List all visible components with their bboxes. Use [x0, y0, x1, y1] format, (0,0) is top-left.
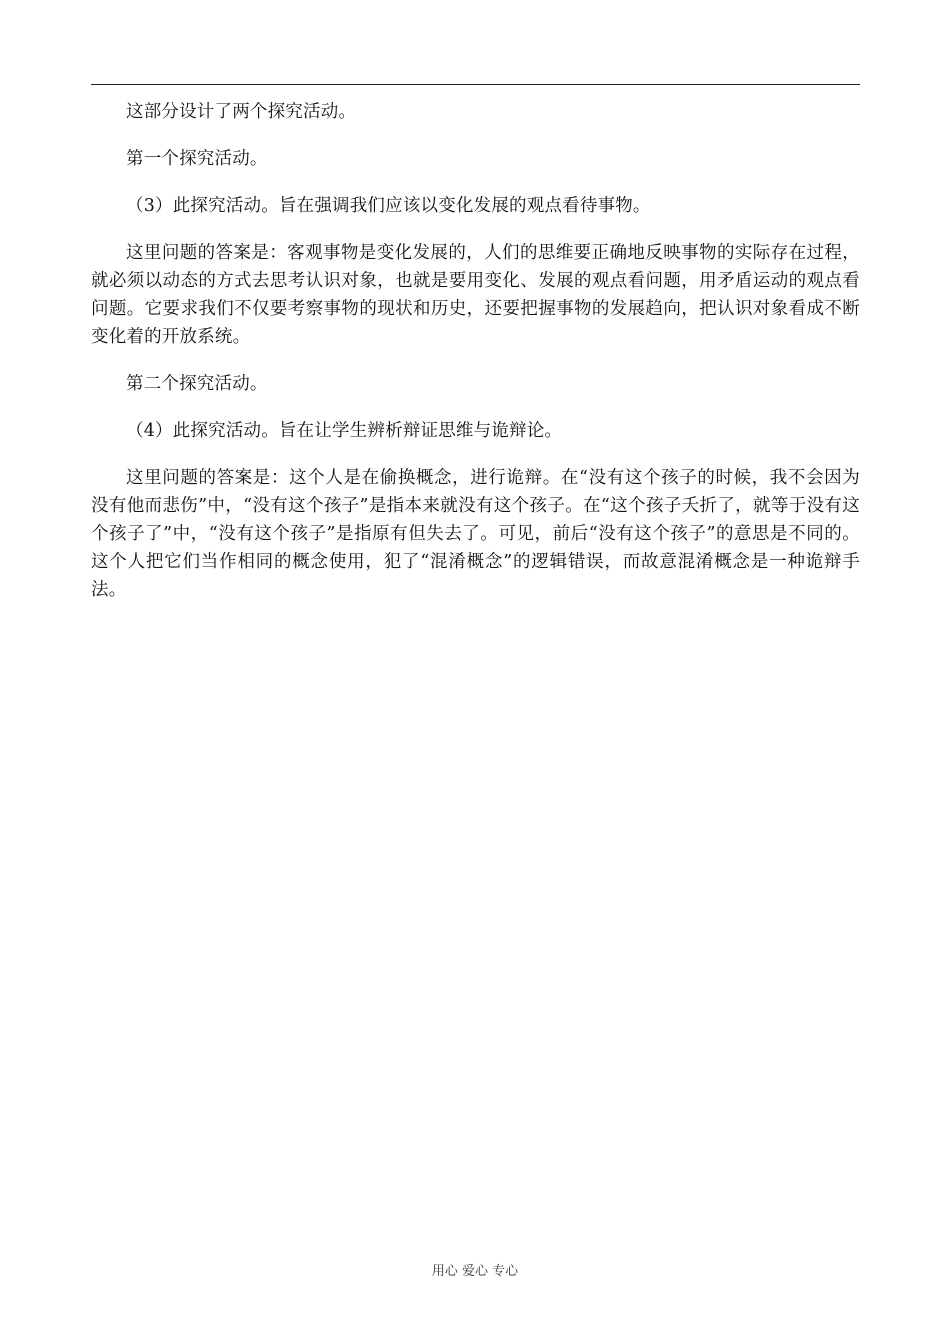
paragraph-activity-2-answer: 这里问题的答案是：这个人是在偷换概念，进行诡辩。在“没有这个孩子的时候，我不会因为没有他而悲伤”中，“没有这个孩子”是指本来就没有这个孩子。在“这个孩子夭折了，就等于没有这个孩子了”中，“没有这个孩子”是指原有但失去了。可见，前后“没有这个孩子”的意思是不同的。这个人把它们当作相同的概念使用，犯了“混淆概念”的逻辑错误，而故意混淆概念是一种诡辩手法。: [91, 468, 860, 600]
paragraph-activity-1-purpose: （3）此探究活动。旨在强调我们应该以变化发展的观点看待事物。: [126, 196, 651, 216]
paragraph-activity-2-purpose: （4）此探究活动。旨在让学生辨析辩证思维与诡辩论。: [126, 421, 563, 441]
page-footer: 用心 爱心 专心: [431, 1264, 519, 1279]
paragraph-activity-1-answer: 这里问题的答案是：客观事物是变化发展的，人们的思维要正确地反映事物的实际存在过程，就必须以动态的方式去思考认识对象，也就是要用变化、发展的观点看问题，用矛盾运动的观点看问题。它要求我们不仅要考察事物的现状和历史，还要把握事物的发展趋向，把认识对象看成不断变化着的开放系统。: [91, 243, 860, 347]
paragraph-activity-2-heading: 第二个探究活动。: [126, 374, 268, 394]
header-rule: [91, 84, 860, 85]
document-body: [91, 98, 860, 623]
paragraph-activity-1-heading: 第一个探究活动。: [126, 149, 268, 169]
paragraph-intro: 这部分设计了两个探究活动。: [126, 102, 357, 122]
